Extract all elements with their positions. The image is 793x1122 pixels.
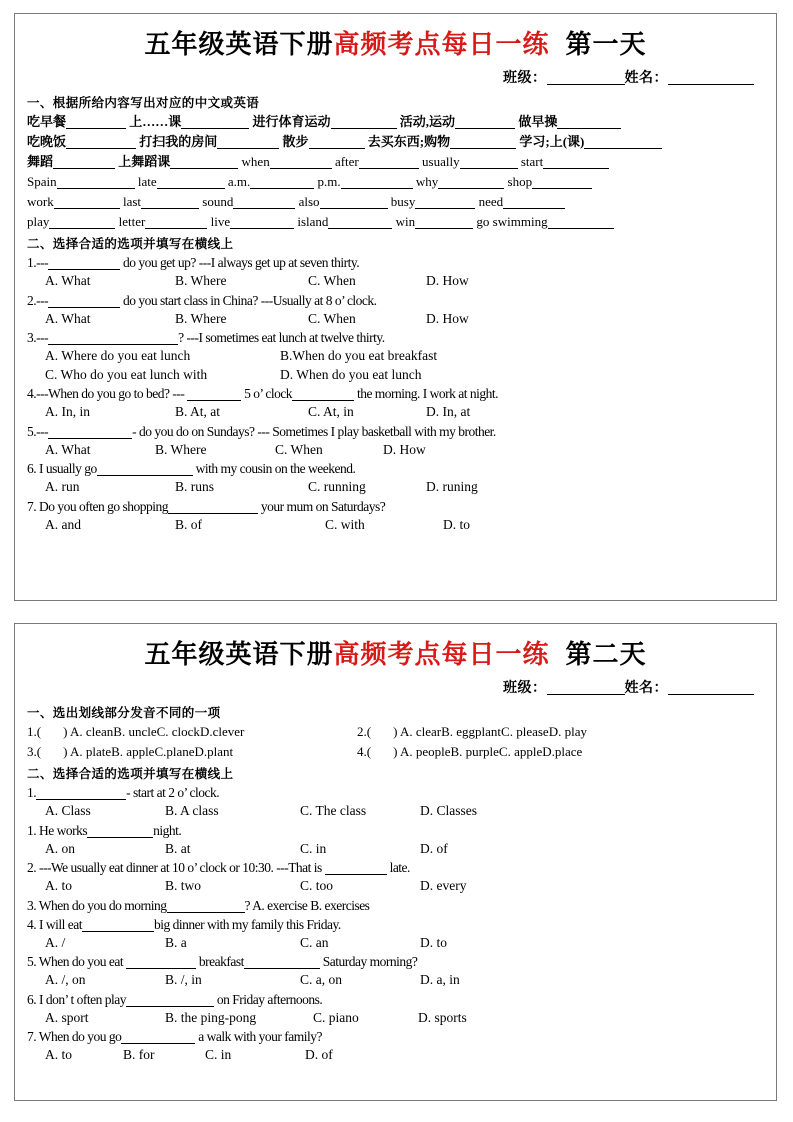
- question-options: [15, 441, 776, 460]
- phonetics-item: [27, 725, 357, 739]
- vocabulary-term: win: [395, 214, 416, 229]
- vocabulary-row: [15, 112, 776, 132]
- section-1-heading-2: 一、选出划线部分发音不同的一项: [27, 706, 221, 720]
- question-stem: [15, 952, 776, 971]
- question-option[interactable]: D. How: [383, 441, 426, 457]
- question-stem-text: big dinner with my family this Friday.: [153, 916, 341, 932]
- question-option[interactable]: B. of: [175, 516, 202, 532]
- vocabulary-answer-blank[interactable]: [548, 228, 614, 229]
- vocabulary-term: 学习;上(课): [519, 134, 585, 149]
- vocabulary-answer-blank[interactable]: [250, 188, 314, 189]
- phonetics-option[interactable]: B. apple: [111, 744, 155, 759]
- vocabulary-term: after: [334, 154, 359, 169]
- question-stem-text: 6. I usually go: [27, 461, 97, 476]
- vocabulary-term: p.m.: [317, 174, 341, 189]
- vocabulary-term: 上舞蹈课: [118, 154, 171, 169]
- phonetics-paren: ): [63, 724, 70, 739]
- phonetics-option[interactable]: D.plant: [194, 744, 234, 759]
- phonetics-option[interactable]: D.place: [542, 744, 583, 759]
- question-stem-text: 1.---: [27, 255, 49, 270]
- question-option[interactable]: C. When: [308, 273, 356, 288]
- question-option[interactable]: C. with: [325, 516, 365, 532]
- question-option[interactable]: B. Where: [155, 441, 207, 457]
- question-stem-text: ? ---I sometimes eat lunch at twelve thirty.: [178, 330, 385, 345]
- phonetics-option[interactable]: A. plate: [69, 744, 112, 759]
- vocabulary-term: 吃早餐: [27, 114, 67, 129]
- question-option[interactable]: B. a: [165, 934, 187, 950]
- question-stem: [15, 384, 776, 403]
- question-stem: [15, 1027, 776, 1046]
- question-answer-blank[interactable]: [48, 344, 178, 345]
- question-option[interactable]: A. Class: [45, 803, 91, 818]
- vocabulary-answer-blank[interactable]: [415, 228, 473, 229]
- phonetics-item: [357, 725, 587, 739]
- question-option[interactable]: B. at: [165, 840, 191, 856]
- question-answer-blank[interactable]: [167, 912, 245, 913]
- question-option[interactable]: C. in: [300, 840, 327, 856]
- question-options: [15, 310, 776, 329]
- question-option[interactable]: D. every: [420, 878, 467, 893]
- phonetics-option[interactable]: A. people: [399, 744, 451, 759]
- question-stem-text: on Friday afternoons.: [213, 991, 323, 1007]
- question-stem-text: 5. When do you eat: [27, 954, 126, 969]
- question-list-2: [15, 783, 776, 1065]
- sheet-1-body: [15, 87, 776, 534]
- vocabulary-term: 打扫我的房间: [139, 134, 218, 149]
- title-prefix-2: 五年级英语下册: [144, 640, 334, 669]
- question-stem: [15, 253, 776, 272]
- title-highlight-1: 高频考点每日一练: [333, 30, 550, 59]
- question-stem-text: 7. When do you go: [27, 1029, 122, 1044]
- vocabulary-term: letter: [118, 214, 146, 229]
- question-stem-text: 4.---When do you go to bed? ---: [27, 386, 188, 401]
- vocabulary-term: sound: [202, 194, 234, 209]
- question-stem-text: late.: [386, 860, 410, 875]
- title-row-1: [15, 14, 776, 61]
- question-options: [15, 347, 776, 366]
- question-option[interactable]: B. the ping-pong: [165, 1009, 257, 1025]
- phonetics-number: 1.(: [27, 724, 42, 739]
- question-stem: [15, 990, 776, 1009]
- vocabulary-term: shop: [507, 174, 533, 189]
- question-option[interactable]: C. piano: [313, 1009, 359, 1025]
- question-option[interactable]: A. What: [45, 310, 91, 326]
- vocabulary-term: also: [298, 194, 320, 209]
- vocabulary-answer-blank[interactable]: [415, 208, 475, 209]
- question-options: [15, 478, 776, 497]
- vocabulary-answer-blank[interactable]: [66, 128, 126, 129]
- question-options: [15, 516, 776, 535]
- vocabulary-row: [15, 192, 776, 212]
- phonetics-option[interactable]: C. please: [501, 724, 549, 739]
- question-option[interactable]: A. sport: [45, 1009, 89, 1025]
- question-stem-text: - do you do on Sundays? --- Sometimes I play basketball with my brother.: [132, 423, 496, 439]
- vocabulary-answer-blank[interactable]: [584, 148, 662, 149]
- question-answer-blank[interactable]: [48, 269, 120, 270]
- question-option[interactable]: B. two: [165, 878, 202, 893]
- vocabulary-answer-blank[interactable]: [557, 128, 621, 129]
- question-stem: [15, 328, 776, 347]
- question-option[interactable]: A. to: [45, 1047, 72, 1062]
- question-option[interactable]: D. of: [420, 840, 448, 856]
- vocabulary-answer-blank[interactable]: [503, 208, 565, 209]
- class-label-2: 班级：: [503, 681, 547, 696]
- question-stem-text: 4. I will eat: [27, 916, 82, 932]
- vocabulary-list-1: [15, 112, 776, 232]
- vocabulary-term: 进行体育运动: [252, 114, 331, 129]
- question-option[interactable]: D. of: [305, 1047, 333, 1062]
- question-answer-blank[interactable]: [168, 513, 258, 514]
- vocabulary-answer-blank[interactable]: [157, 188, 225, 189]
- question-option[interactable]: D. In, at: [426, 404, 471, 419]
- question-stem: [15, 459, 776, 478]
- question-answer-blank[interactable]: [325, 874, 387, 875]
- question-stem: [15, 821, 776, 840]
- vocabulary-answer-blank[interactable]: [54, 208, 120, 209]
- question-option[interactable]: B. /, in: [165, 972, 202, 987]
- vocabulary-term: late: [137, 174, 157, 189]
- vocabulary-term: when: [241, 154, 270, 169]
- phonetics-row: [15, 722, 776, 742]
- question-option[interactable]: B.When do you eat breakfast: [280, 348, 438, 363]
- title-day-1: 第一天: [565, 30, 647, 59]
- question-options: [15, 934, 776, 953]
- name-input-1[interactable]: [668, 84, 754, 85]
- name-label-2: 姓名：: [624, 681, 668, 696]
- question-stem-text: 6. I don’ t often play: [27, 991, 126, 1007]
- question-option[interactable]: A. /, on: [45, 972, 86, 987]
- vocabulary-answer-blank[interactable]: [270, 168, 332, 169]
- vocabulary-answer-blank[interactable]: [217, 148, 279, 149]
- question-stem-text: 3.---: [27, 330, 49, 345]
- vocabulary-answer-blank[interactable]: [438, 188, 504, 189]
- phonetics-option[interactable]: C. clock: [156, 724, 200, 739]
- page-title-1: [144, 24, 646, 61]
- question-option[interactable]: B. Where: [175, 273, 227, 288]
- vocabulary-term: 舞蹈: [27, 154, 54, 169]
- vocabulary-term: usually: [422, 154, 460, 169]
- worksheet-day-2: [14, 623, 777, 1101]
- question-options: [15, 403, 776, 422]
- phonetics-item: [27, 745, 357, 759]
- phonetics-option[interactable]: B. uncle: [113, 724, 157, 739]
- vocabulary-answer-blank[interactable]: [49, 228, 115, 229]
- vocabulary-answer-blank[interactable]: [328, 228, 392, 229]
- phonetics-option[interactable]: A. clear: [399, 724, 442, 739]
- class-input-2[interactable]: [547, 694, 625, 695]
- question-options: [15, 840, 776, 859]
- question-stem: [15, 915, 776, 934]
- question-stem-text: 3. When do you do morning: [27, 897, 167, 913]
- vocabulary-term: 吃晚饭: [27, 134, 67, 149]
- question-option[interactable]: D. sports: [418, 1009, 467, 1025]
- question-stem: [15, 858, 776, 877]
- phonetics-item: [357, 745, 582, 759]
- vocabulary-answer-blank[interactable]: [455, 128, 515, 129]
- question-option[interactable]: D. to: [443, 516, 470, 532]
- question-answer-blank[interactable]: [121, 1043, 195, 1044]
- page-title-2: [144, 634, 646, 671]
- phonetics-number: 2.(: [357, 724, 372, 739]
- question-option[interactable]: D. Classes: [420, 803, 477, 818]
- question-stem-text: 5.---: [27, 423, 49, 439]
- question-stem-text: 2.---: [27, 292, 49, 308]
- question-stem: [15, 497, 776, 516]
- question-option[interactable]: C. a, on: [300, 972, 342, 987]
- vocabulary-answer-blank[interactable]: [181, 128, 249, 129]
- section-2-heading-1: 二、选择合适的选项并填写在横线上: [27, 237, 234, 251]
- question-option[interactable]: B. A class: [165, 803, 219, 818]
- question-option[interactable]: D. runing: [426, 479, 478, 494]
- phonetics-option[interactable]: C. apple: [498, 744, 543, 759]
- question-option[interactable]: D. a, in: [420, 972, 460, 987]
- question-answer-blank[interactable]: [244, 968, 320, 969]
- question-option[interactable]: A. Where do you eat lunch: [45, 348, 191, 363]
- question-option[interactable]: C. The class: [300, 803, 367, 818]
- phonetics-option[interactable]: B. purple: [450, 744, 499, 759]
- question-stem-text: your mum on Saturdays?: [258, 498, 386, 514]
- question-list-1: [15, 253, 776, 534]
- vocabulary-answer-blank[interactable]: [53, 168, 115, 169]
- vocabulary-answer-blank[interactable]: [543, 168, 609, 169]
- question-stem-text: with my cousin on the weekend.: [192, 461, 356, 476]
- question-stem-text: night.: [153, 822, 182, 838]
- question-option[interactable]: D. How: [426, 310, 469, 326]
- phonetics-option[interactable]: B. eggplant: [441, 724, 502, 739]
- vocabulary-term: 活动,运动: [399, 114, 456, 129]
- vocabulary-term: work: [27, 194, 54, 209]
- question-option[interactable]: D. When do you eat lunch: [280, 366, 422, 382]
- vocabulary-answer-blank[interactable]: [359, 168, 419, 169]
- question-options: [15, 272, 776, 291]
- section-2-heading-2: 二、选择合适的选项并填写在横线上: [27, 767, 234, 781]
- question-answer-blank[interactable]: [48, 438, 132, 439]
- vocabulary-row: [15, 152, 776, 172]
- question-stem-text: 2. ---We usually eat dinner at 10 o’ clock or 10:30. ---That is: [27, 860, 325, 875]
- question-answer-blank[interactable]: [187, 400, 241, 401]
- question-stem-text: do you start class in China? ---Usually at 8 o’ clock.: [120, 292, 377, 308]
- vocabulary-term: why: [415, 174, 439, 189]
- vocabulary-term: 散步: [282, 134, 309, 149]
- vocabulary-term: need: [478, 194, 504, 209]
- question-option[interactable]: A. and: [45, 516, 81, 532]
- vocabulary-term: island: [297, 214, 329, 229]
- title-highlight-2: 高频考点每日一练: [333, 640, 550, 669]
- question-option[interactable]: A. run: [45, 479, 80, 494]
- question-option[interactable]: A. What: [45, 273, 91, 288]
- name-label-1: 姓名：: [624, 71, 668, 86]
- question-stem-text: 5 o’ clock: [241, 386, 293, 401]
- vocabulary-answer-blank[interactable]: [532, 188, 592, 189]
- question-option[interactable]: A. What: [45, 441, 91, 457]
- vocabulary-term: last: [122, 194, 142, 209]
- question-answer-blank[interactable]: [126, 1006, 214, 1007]
- question-options: [15, 1046, 776, 1065]
- vocabulary-row: [15, 132, 776, 152]
- phonetics-list-2: [15, 722, 776, 762]
- question-stem-text: - start at 2 o’ clock.: [126, 785, 220, 800]
- vocabulary-answer-blank[interactable]: [66, 148, 136, 149]
- question-option[interactable]: A. on: [45, 840, 75, 856]
- name-input-2[interactable]: [668, 694, 754, 695]
- question-option[interactable]: C. an: [300, 934, 329, 950]
- question-option[interactable]: C. At, in: [308, 404, 354, 419]
- question-answer-blank[interactable]: [36, 799, 126, 800]
- question-option[interactable]: C. in: [205, 1047, 232, 1062]
- question-option[interactable]: A. to: [45, 878, 72, 893]
- vocabulary-term: a.m.: [227, 174, 251, 189]
- phonetics-option[interactable]: D.clever: [199, 724, 245, 739]
- vocabulary-answer-blank[interactable]: [460, 168, 518, 169]
- phonetics-number: 3.(: [27, 744, 42, 759]
- vocabulary-answer-blank[interactable]: [331, 128, 397, 129]
- question-stem-text: a walk with your family?: [195, 1029, 322, 1044]
- question-stem: [15, 291, 776, 310]
- question-stem: [15, 896, 776, 915]
- phonetics-paren: ): [63, 744, 70, 759]
- question-answer-blank[interactable]: [87, 837, 153, 838]
- question-stem-text: do you get up? ---I always get up at seven thirty.: [120, 255, 360, 270]
- vocabulary-answer-blank[interactable]: [57, 188, 135, 189]
- question-answer-blank[interactable]: [48, 307, 120, 308]
- vocabulary-term: go swimming: [476, 214, 548, 229]
- vocabulary-answer-blank[interactable]: [450, 148, 516, 149]
- question-options: [15, 877, 776, 896]
- question-stem: [15, 783, 776, 802]
- question-option[interactable]: C. Who do you eat lunch with: [45, 366, 208, 382]
- question-option[interactable]: C. When: [308, 310, 356, 326]
- vocabulary-answer-blank[interactable]: [309, 148, 365, 149]
- title-day-2: 第二天: [565, 640, 647, 669]
- question-option[interactable]: D. How: [426, 273, 469, 288]
- question-option[interactable]: C. running: [308, 479, 366, 494]
- phonetics-option[interactable]: C.plane: [154, 744, 195, 759]
- phonetics-paren: ): [393, 724, 400, 739]
- question-options: [15, 802, 776, 821]
- question-option[interactable]: B. Where: [175, 310, 227, 326]
- question-stem-text: breakfast: [195, 954, 244, 969]
- question-answer-blank[interactable]: [97, 475, 193, 476]
- phonetics-option[interactable]: A. clean: [69, 724, 114, 739]
- title-row-2: [15, 624, 776, 671]
- vocabulary-term: 做早操: [518, 114, 558, 129]
- question-option[interactable]: C. too: [300, 878, 334, 893]
- class-label-1: 班级：: [503, 71, 547, 86]
- sheet-2-body: [15, 697, 776, 1065]
- question-options: [15, 971, 776, 990]
- class-input-1[interactable]: [547, 84, 625, 85]
- worksheet-day-1: [14, 13, 777, 601]
- vocabulary-term: live: [210, 214, 231, 229]
- question-stem-text: Saturday morning?: [319, 954, 418, 969]
- section-1-heading-1: 一、根据所给内容写出对应的中文或英语: [27, 96, 260, 110]
- vocabulary-answer-blank[interactable]: [320, 208, 388, 209]
- vocabulary-term: start: [520, 154, 544, 169]
- student-info-row-1: [15, 67, 776, 87]
- question-option[interactable]: D. to: [420, 934, 447, 950]
- phonetics-paren: ): [393, 744, 400, 759]
- question-option[interactable]: A. /: [45, 934, 66, 950]
- vocabulary-answer-blank[interactable]: [170, 168, 238, 169]
- vocabulary-answer-blank[interactable]: [230, 228, 294, 229]
- vocabulary-term: Spain: [27, 174, 57, 189]
- vocabulary-term: play: [27, 214, 50, 229]
- title-prefix-1: 五年级英语下册: [144, 30, 334, 59]
- vocabulary-answer-blank[interactable]: [341, 188, 413, 189]
- question-answer-blank[interactable]: [82, 931, 154, 932]
- question-answer-blank[interactable]: [292, 400, 354, 401]
- vocabulary-answer-blank[interactable]: [141, 208, 199, 209]
- question-stem-text: the morning. I work at night.: [354, 386, 499, 401]
- question-answer-blank[interactable]: [126, 968, 196, 969]
- vocabulary-row: [15, 212, 776, 232]
- question-option[interactable]: B. for: [123, 1047, 155, 1062]
- vocabulary-term: 去买东西;购物: [367, 134, 451, 149]
- question-option[interactable]: B. At, at: [175, 404, 221, 419]
- vocabulary-answer-blank[interactable]: [233, 208, 295, 209]
- phonetics-row: [15, 742, 776, 762]
- question-stem-text: 7. Do you often go shopping: [27, 498, 168, 514]
- question-option[interactable]: C. When: [275, 441, 323, 457]
- question-options: [15, 366, 776, 385]
- question-stem-text: 1. He works: [27, 822, 88, 838]
- question-options: [15, 1009, 776, 1028]
- phonetics-number: 4.(: [357, 744, 372, 759]
- vocabulary-answer-blank[interactable]: [145, 228, 207, 229]
- vocabulary-term: 上……课: [129, 114, 182, 129]
- phonetics-option[interactable]: D. play: [548, 724, 587, 739]
- vocabulary-term: busy: [390, 194, 416, 209]
- question-option[interactable]: A. In, in: [45, 404, 90, 419]
- question-stem: [15, 422, 776, 441]
- student-info-row-2: [15, 677, 776, 697]
- question-stem-text: ? A. exercise B. exercises: [244, 897, 370, 913]
- vocabulary-row: [15, 172, 776, 192]
- question-option[interactable]: B. runs: [175, 479, 215, 494]
- question-stem-text: 1.: [27, 785, 37, 800]
